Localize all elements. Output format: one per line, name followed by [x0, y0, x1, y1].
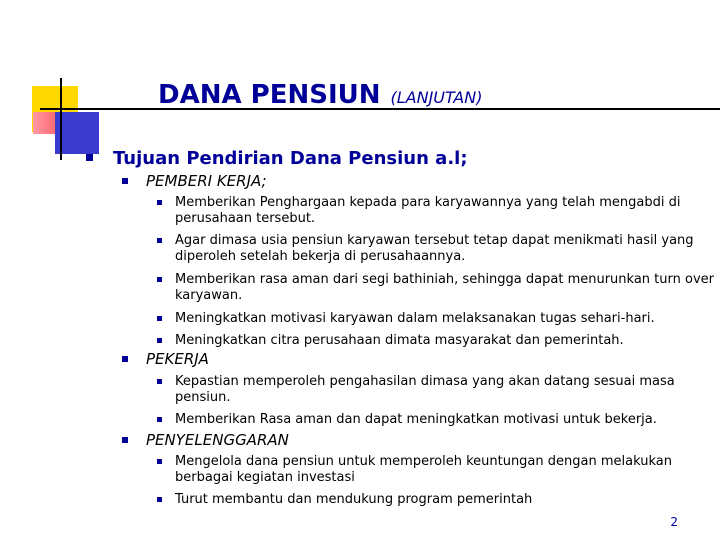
list-item-text: Kepastian memperoleh pengahasilan dimasa yang akan datang sesuai masa pensiun. [175, 374, 675, 405]
section-label [122, 172, 267, 190]
list-item [157, 492, 717, 508]
bullet-square-icon [122, 437, 128, 443]
page-number: 2 [670, 515, 678, 529]
bullet-square-icon [157, 379, 162, 384]
bullet-square-icon [157, 338, 162, 343]
list-item [157, 195, 717, 227]
list-item-text: Turut membantu dan mendukung program pemerintah [175, 492, 533, 507]
bullet-square-icon [86, 154, 93, 161]
bullet-square-icon [122, 178, 128, 184]
section-label [122, 350, 209, 368]
bullet-square-icon [122, 356, 128, 362]
bullet-square-icon [157, 277, 162, 282]
list-item [157, 333, 717, 349]
bullet-square-icon [157, 238, 162, 243]
bullet-square-icon [157, 316, 162, 321]
list-item-text: Meningkatkan citra perusahaan dimata masyarakat dan pemerintah. [175, 333, 624, 348]
list-item [157, 272, 717, 304]
list-item [157, 311, 717, 327]
decor-vertical-line [60, 78, 62, 160]
section-label [122, 431, 289, 449]
section-label-text: PENYELENGGARAN [146, 431, 289, 449]
list-item [157, 233, 717, 265]
bullet-square-icon [157, 459, 162, 464]
slide-title [158, 80, 482, 110]
heading-text: Tujuan Pendirian Dana Pensiun a.l; [113, 148, 468, 169]
bullet-square-icon [157, 497, 162, 502]
section-label-text: PEMBERI KERJA; [146, 172, 267, 190]
list-item-text: Memberikan Penghargaan kepada para karyawannya yang telah mengabdi di perusahaan tersebut. [175, 195, 681, 226]
slide-subtitle: (LANJUTAN) [390, 88, 483, 107]
list-item-text: Agar dimasa usia pensiun karyawan tersebut tetap dapat menikmati hasil yang diperoleh setelah bekerja di perusahaannya. [175, 233, 694, 264]
slide-title-text: DANA PENSIUN [158, 80, 381, 110]
bullet-square-icon [157, 200, 162, 205]
list-item-text: Memberikan rasa aman dari segi bathiniah, sehingga dapat menurunkan turn over karyawan. [175, 272, 714, 303]
list-item-text: Memberikan Rasa aman dan dapat meningkatkan motivasi untuk bekerja. [175, 412, 657, 427]
section-label-text: PEKERJA [146, 350, 209, 368]
list-item [157, 454, 717, 486]
list-item [157, 412, 717, 428]
list-item-text: Mengelola dana pensiun untuk memperoleh keuntungan dengan melakukan berbagai kegiatan investasi [175, 454, 672, 485]
heading [86, 148, 468, 169]
bullet-square-icon [157, 417, 162, 422]
list-item-text: Meningkatkan motivasi karyawan dalam melaksanakan tugas sehari-hari. [175, 311, 655, 326]
list-item [157, 374, 717, 406]
